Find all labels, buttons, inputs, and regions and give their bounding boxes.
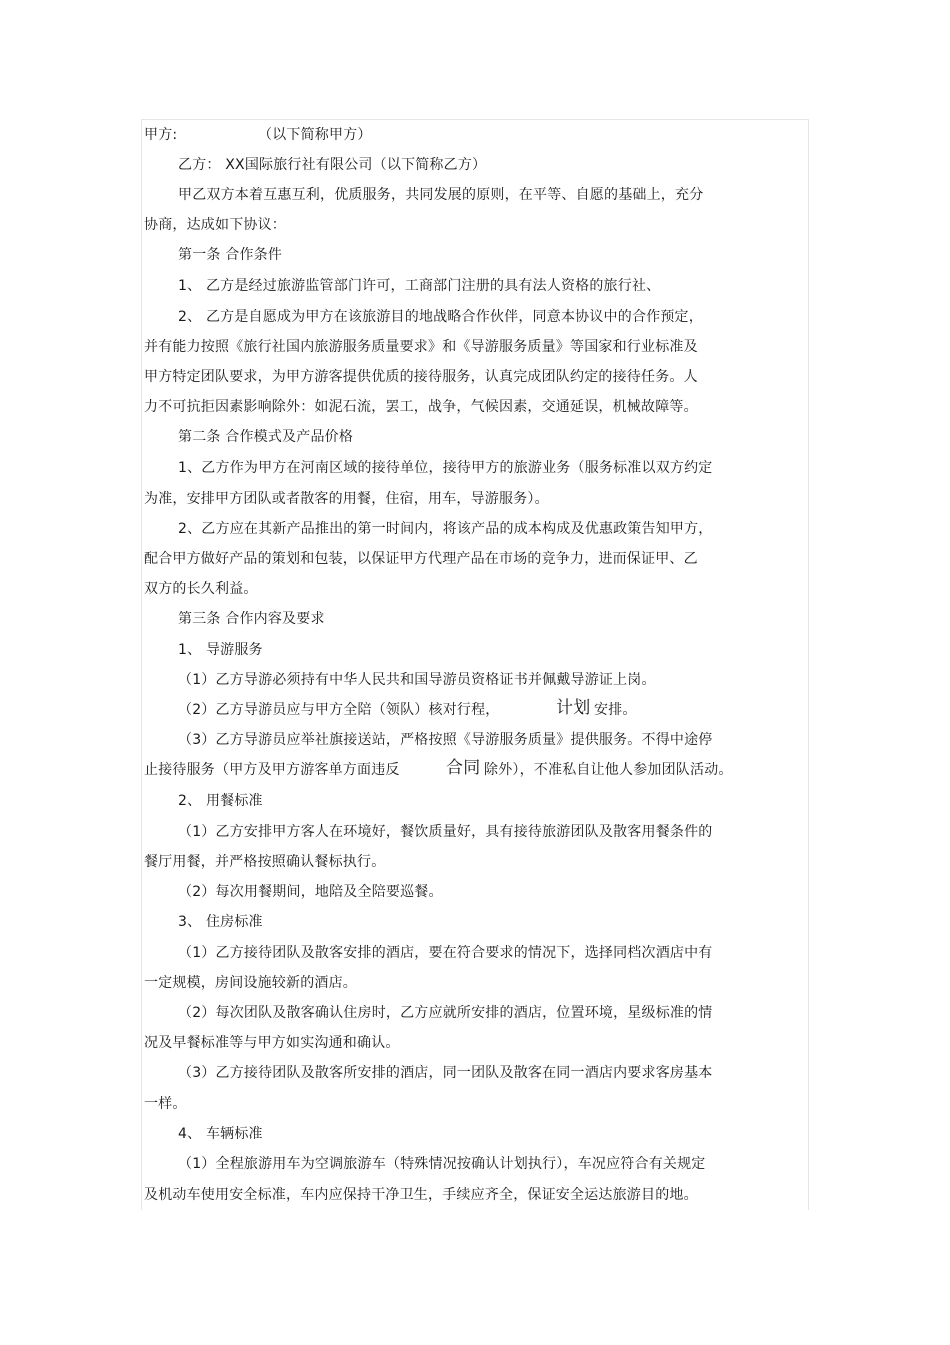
text-line: 1、 导游服务 [178, 642, 263, 658]
text-line: 第一条 合作条件 [178, 247, 283, 263]
text-line: 2、 乙方是自愿成为甲方在该旅游目的地战略合作伙伴，同意本协议中的合作预定， [178, 309, 703, 325]
text-line: 一定规模，房间设施较新的酒店。 [144, 975, 357, 991]
text-line: 餐厅用餐，并严格按照确认餐标执行。 [144, 854, 386, 870]
text-line: （3）乙方接待团队及散客所安排的酒店，同一团队及散客在同一酒店内要求客房基本 [178, 1065, 713, 1081]
text-line: 及机动车使用安全标准，车内应保持干净卫生，手续应齐全，保证安全运达旅游目的地。 [144, 1187, 698, 1203]
text-line: 除外），不准私自让他人参加团队活动。 [484, 762, 733, 778]
text-line: （3）乙方导游员应举社旗接送站，严格按照《导游服务质量》提供服务。不得中途停 [178, 732, 713, 748]
text-line: （1）乙方接待团队及散客安排的酒店，要在符合要求的情况下，选择同档次酒店中有 [178, 945, 713, 961]
text-line: 止接待服务（甲方及甲方游客单方面违反 [144, 762, 400, 778]
text-line: 力不可抗拒因素影响除外：如泥石流，罢工，战争，气候因素，交通延误，机械故障等。 [144, 399, 698, 415]
text-line: 甲方: [144, 127, 178, 143]
text-line: 计划 [556, 698, 591, 718]
text-line: 1、乙方作为甲方在河南区域的接待单位，接待甲方的旅游业务（服务标准以双方约定 [178, 460, 713, 476]
text-line: 2、乙方应在其新产品推出的第一时间内，将该产品的成本构成及优惠政策告知甲方， [178, 521, 713, 537]
text-line: （2）乙方导游员应与甲方全陪（领队）核对行程， [178, 702, 500, 718]
text-line: 一样。 [144, 1096, 187, 1112]
text-line: 并有能力按照《旅行社国内旅游服务质量要求》和《导游服务质量》等国家和行业标准及 [144, 339, 698, 355]
text-line: 双方的长久利益。 [144, 581, 258, 597]
text-line: （2）每次用餐期间，地陪及全陪要巡餐。 [178, 884, 443, 900]
text-line: 4、 车辆标准 [178, 1126, 263, 1142]
text-line: 况及早餐标准等与甲方如实沟通和确认。 [144, 1035, 400, 1051]
text-line: （1）乙方安排甲方客人在环境好，餐饮质量好，具有接待旅游团队及散客用餐条件的 [178, 824, 713, 840]
text-line: 甲方特定团队要求，为甲方游客提供优质的接待服务，认真完成团队约定的接待任务。人 [144, 369, 698, 385]
text-line: （1）全程旅游用车为空调旅游车（特殊情况按确认计划执行），车况应符合有关规定 [178, 1156, 706, 1172]
text-line: （以下简称甲方） [258, 127, 372, 143]
text-line: 2、 用餐标准 [178, 793, 263, 809]
text-line: 乙方： XX国际旅行社有限公司（以下简称乙方） [178, 157, 487, 173]
text-line: 1、 乙方是经过旅游监管部门许可，工商部门注册的具有法人资格的旅行社、 [178, 278, 661, 294]
text-line: 协商，达成如下协议： [144, 217, 286, 233]
text-line: 甲乙双方本着互惠互利，优质服务，共同发展的原则，在平等、自愿的基础上，充分 [178, 187, 704, 203]
text-line: 配合甲方做好产品的策划和包装，以保证甲方代理产品在市场的竞争力，进而保证甲、乙 [144, 551, 698, 567]
text-line: （1）乙方导游必须持有中华人民共和国导游员资格证书并佩戴导游证上岗。 [178, 672, 656, 688]
text-line: （2）每次团队及散客确认住房时，乙方应就所安排的酒店，位置环境，星级标准的情 [178, 1005, 713, 1021]
text-line: 合同 [446, 758, 481, 778]
text-line: 安排。 [594, 702, 637, 718]
text-line: 3、 住房标准 [178, 914, 263, 930]
text-line: 第三条 合作内容及要求 [178, 611, 325, 627]
text-line: 第二条 合作模式及产品价格 [178, 429, 354, 445]
text-line: 为准，安排甲方团队或者散客的用餐，住宿，用车，导游服务）。 [144, 491, 549, 507]
